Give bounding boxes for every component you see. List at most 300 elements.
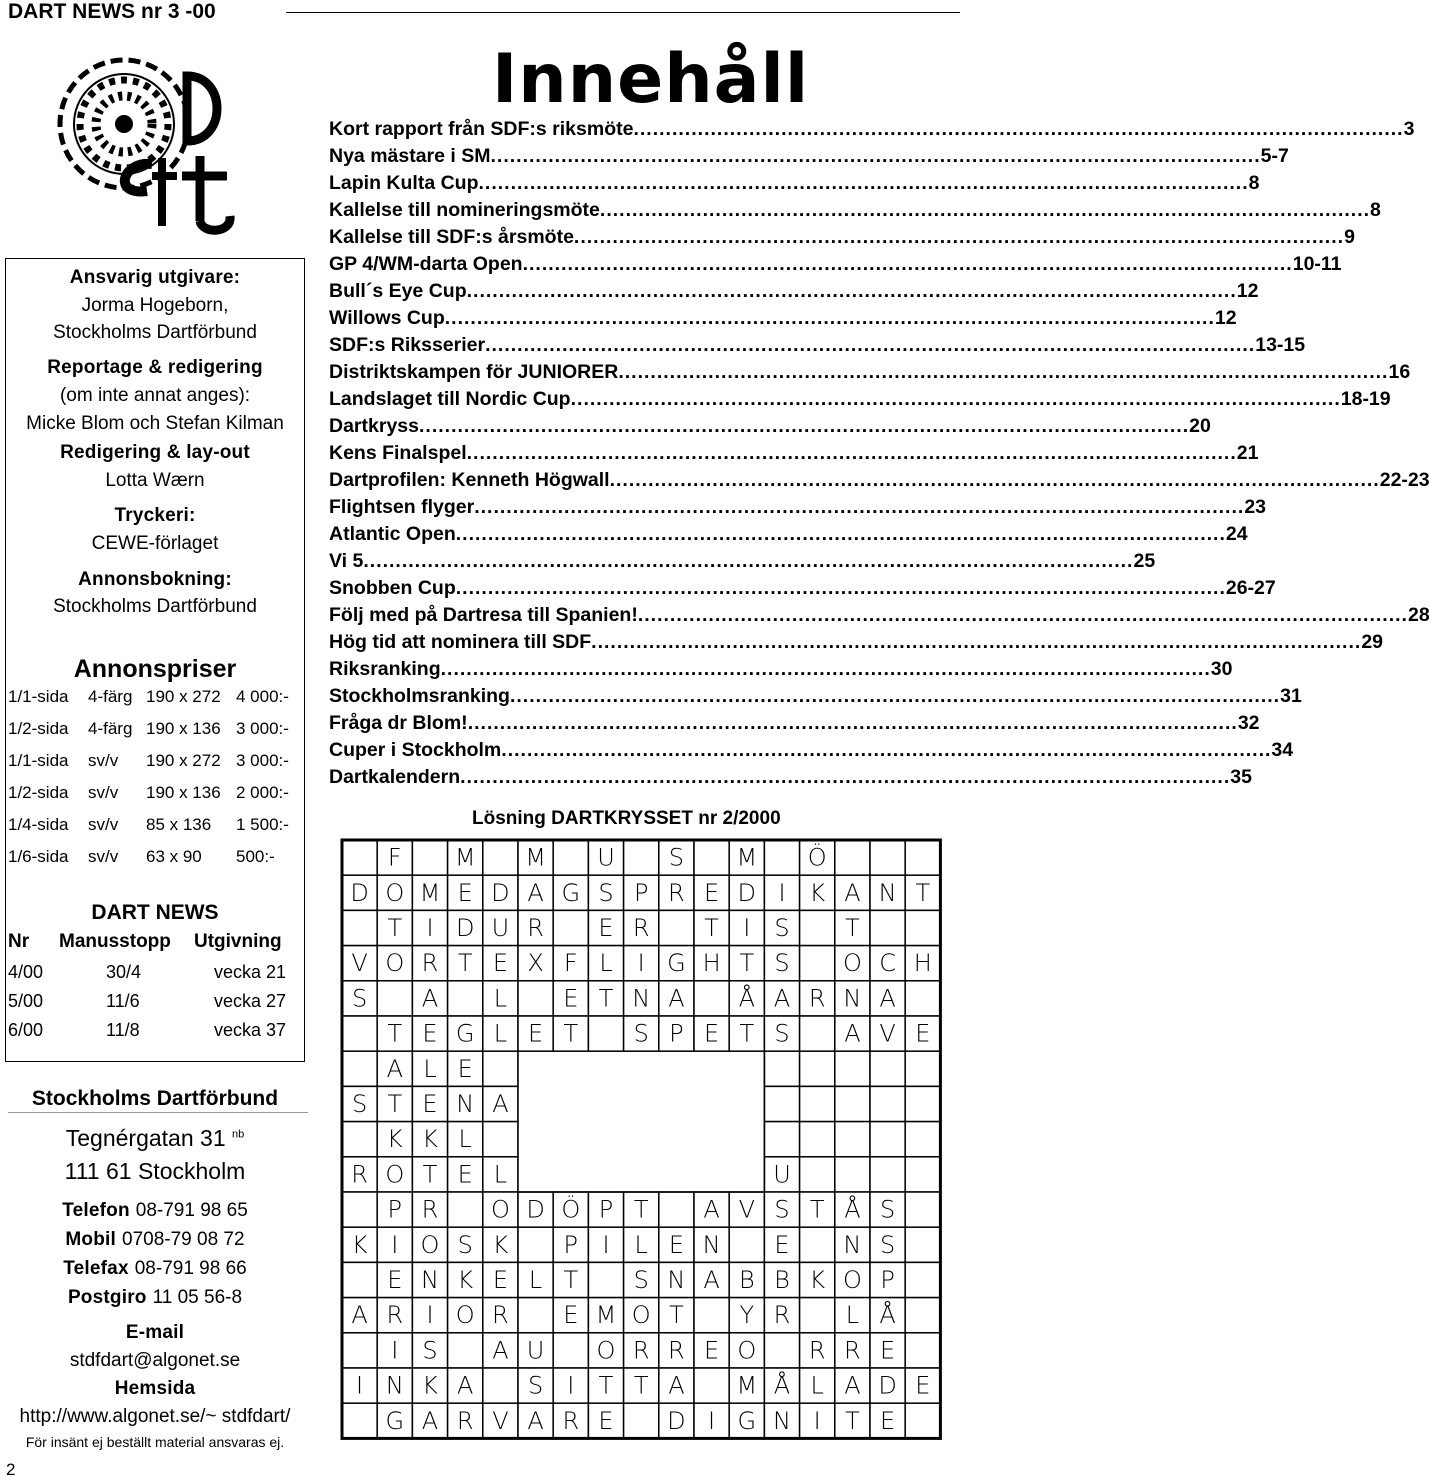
schedule-cell: 4/00 bbox=[8, 962, 44, 982]
crossword-letter: O bbox=[842, 1266, 862, 1294]
crossword-letter: E bbox=[880, 1406, 896, 1435]
crossword-cell bbox=[624, 1157, 659, 1192]
toc-item-title: Dartkalendern bbox=[329, 766, 461, 788]
toc-item-title: Dartprofilen: Kenneth Högwall bbox=[329, 469, 610, 491]
crossword-letter: D bbox=[526, 1195, 545, 1224]
crossword-cell bbox=[588, 1051, 623, 1086]
crossword-cell bbox=[905, 981, 940, 1016]
crossword-letter: A bbox=[668, 1371, 685, 1400]
price-cell: 190 x 136 bbox=[146, 719, 221, 738]
crossword-letter: E bbox=[422, 1019, 438, 1048]
crossword-letter: N bbox=[878, 878, 897, 907]
crossword-cell bbox=[905, 1262, 940, 1297]
toc-leader-dots: ........................................................................................................................ bbox=[455, 577, 1226, 599]
crossword-letter: E bbox=[457, 1054, 473, 1083]
price-cell: 190 x 272 bbox=[146, 687, 221, 706]
crossword-letter: I bbox=[708, 1406, 716, 1435]
crossword-letter: T bbox=[563, 1019, 579, 1048]
crossword-letter: K bbox=[809, 1266, 826, 1294]
toc-item bbox=[329, 577, 1276, 604]
crossword-cell bbox=[905, 1157, 940, 1192]
crossword-letter: A bbox=[773, 984, 791, 1013]
toc-item-page: 25 bbox=[1133, 550, 1156, 572]
header-title: DART NEWS nr 3 -00 bbox=[8, 0, 216, 23]
crossword-cell bbox=[553, 910, 588, 945]
crossword-letter: R bbox=[632, 1336, 650, 1365]
crossword-letter: E bbox=[704, 878, 720, 907]
contact-street bbox=[0, 1125, 310, 1152]
crossword-letter: S bbox=[774, 914, 790, 942]
crossword-letter: R bbox=[456, 1406, 474, 1435]
crossword-letter: U bbox=[597, 843, 615, 872]
crossword-cell bbox=[729, 1086, 764, 1121]
crossword-letter: S bbox=[668, 843, 685, 872]
crossword-letter: S bbox=[774, 1019, 790, 1048]
schedule-cell: 11/6 bbox=[106, 991, 140, 1011]
toc-item-title: GP 4/WM-darta Open bbox=[329, 253, 523, 275]
crossword-letter: T bbox=[387, 914, 403, 942]
crossword-letter: A bbox=[844, 1019, 861, 1048]
crossword-cell bbox=[870, 840, 905, 875]
crossword-cell bbox=[412, 840, 447, 875]
toc-item-title: Riksranking bbox=[329, 658, 441, 680]
contact-line-value: 0708-79 08 72 bbox=[122, 1229, 245, 1250]
crossword-letter: L bbox=[493, 984, 508, 1013]
crossword-cell bbox=[694, 1122, 729, 1157]
crossword-cell bbox=[800, 946, 835, 981]
toc-item-title: Lapin Kulta Cup bbox=[329, 172, 479, 194]
crossword-cell bbox=[518, 1086, 553, 1121]
price-cell: sv/v bbox=[88, 751, 119, 770]
toc-item bbox=[329, 307, 1237, 334]
crossword-letter: T bbox=[809, 1195, 825, 1224]
crossword-letter: O bbox=[385, 878, 405, 907]
toc-item-title: Snobben Cup bbox=[329, 577, 456, 599]
price-cell: 63 x 90 bbox=[146, 847, 202, 866]
toc-item bbox=[329, 496, 1267, 523]
toc-leader-dots: ........................................................................................................................ bbox=[418, 415, 1190, 437]
crossword-cell bbox=[870, 1122, 905, 1157]
toc-item-title: Vi 5 bbox=[329, 550, 364, 572]
crossword-letter: G bbox=[455, 1019, 475, 1048]
schedule-cell: vecka 27 bbox=[214, 991, 287, 1011]
contact-line bbox=[0, 1200, 310, 1222]
crossword-letter: R bbox=[421, 949, 439, 978]
toc-item-page: 35 bbox=[1230, 766, 1252, 788]
price-row bbox=[6, 815, 304, 841]
toc-leader-dots: ........................................................................................................................ bbox=[501, 739, 1272, 761]
crossword-letter: Å bbox=[738, 984, 756, 1013]
publisher-name: Jorma Hogeborn, bbox=[81, 295, 229, 316]
toc-item-page: 8 bbox=[1248, 172, 1260, 194]
crossword-letter: T bbox=[845, 1406, 860, 1435]
toc-item-page: 31 bbox=[1280, 685, 1302, 707]
crossword-letter: M bbox=[419, 878, 441, 907]
crossword-letter: T bbox=[422, 1160, 438, 1189]
crossword-letter: I bbox=[602, 1230, 610, 1259]
toc-item-title: Landslaget till Nordic Cup bbox=[329, 388, 571, 410]
contact-line bbox=[0, 1258, 310, 1280]
crossword-letter: Å bbox=[879, 1301, 896, 1330]
crossword-cell bbox=[624, 1403, 659, 1438]
crossword-cell bbox=[518, 1227, 553, 1262]
contact-title: Stockholms Dartförbund bbox=[31, 1087, 279, 1110]
crossword-letter: L bbox=[458, 1125, 472, 1154]
crossword-letter: V bbox=[351, 949, 368, 978]
crossword-cell bbox=[342, 840, 377, 875]
ad-booking-label: Annonsbokning: bbox=[78, 569, 232, 590]
crossword-letter: S bbox=[598, 878, 614, 907]
crossword-letter: T bbox=[387, 1090, 403, 1118]
crossword-cell bbox=[905, 1298, 940, 1333]
price-cell: 2 000:- bbox=[236, 783, 289, 802]
crossword-letter: E bbox=[457, 878, 473, 907]
price-cell: 1/1-sida bbox=[8, 751, 69, 770]
crossword-cell bbox=[835, 1157, 870, 1192]
crossword-cell bbox=[905, 1051, 940, 1086]
crossword-letter: T bbox=[633, 1195, 649, 1224]
crossword-cell bbox=[518, 1051, 553, 1086]
crossword-cell bbox=[588, 1262, 623, 1297]
crossword-letter: I bbox=[778, 878, 786, 907]
toc-item bbox=[329, 604, 1430, 631]
ad-booking-name: Stockholms Dartförbund bbox=[53, 596, 257, 617]
crossword-letter: Å bbox=[773, 1371, 791, 1400]
crossword-letter: O bbox=[631, 1301, 651, 1330]
price-cell: 500:- bbox=[236, 847, 275, 866]
crossword-letter: E bbox=[704, 1336, 720, 1365]
toc-leader-dots: ........................................................................................................................ bbox=[591, 631, 1362, 653]
schedule-cell: 11/8 bbox=[106, 1020, 140, 1040]
price-cell: 1/6-sida bbox=[8, 847, 69, 866]
toc-item bbox=[329, 442, 1259, 469]
toc-item-page: 10-11 bbox=[1292, 253, 1342, 275]
toc-item bbox=[329, 631, 1384, 658]
toc-item-page: 26-27 bbox=[1225, 577, 1276, 599]
toc-item bbox=[329, 523, 1248, 550]
crossword-cell bbox=[553, 1051, 588, 1086]
toc-item-title: Atlantic Open bbox=[329, 523, 456, 545]
price-cell: sv/v bbox=[88, 783, 119, 802]
contact-line bbox=[0, 1229, 310, 1251]
crossword-cell bbox=[800, 1051, 835, 1086]
crossword-cell bbox=[764, 1333, 799, 1368]
reportage-names: Micke Blom och Stefan Kilman bbox=[26, 413, 284, 434]
crossword-cell bbox=[342, 910, 377, 945]
crossword-cell bbox=[342, 1333, 377, 1368]
crossword-letter: B bbox=[738, 1266, 755, 1294]
crossword-letter: T bbox=[563, 1266, 579, 1294]
crossword-letter: K bbox=[809, 878, 826, 907]
price-cell: 1 500:- bbox=[236, 815, 289, 834]
crossword-cell bbox=[342, 1122, 377, 1157]
crossword-letter: C bbox=[879, 949, 896, 978]
crossword-cell bbox=[659, 910, 694, 945]
toc-item-page: 29 bbox=[1361, 631, 1384, 653]
schedule-title: DART NEWS bbox=[91, 901, 219, 924]
crossword-cell bbox=[905, 1086, 940, 1121]
crossword-letter: R bbox=[421, 1195, 439, 1224]
crossword-cell bbox=[694, 1298, 729, 1333]
crossword-letter: E bbox=[457, 1160, 473, 1189]
crossword-letter: N bbox=[632, 984, 651, 1013]
crossword-cell bbox=[448, 1333, 483, 1368]
toc-item-page: 9 bbox=[1344, 226, 1355, 248]
crossword-cell bbox=[800, 910, 835, 945]
crossword-letter: U bbox=[526, 1336, 545, 1365]
crossword-letter: S bbox=[774, 949, 790, 978]
crossword-letter: T bbox=[669, 1301, 684, 1330]
crossword-letter: M bbox=[595, 1301, 617, 1330]
publisher-label: Ansvarig utgivare: bbox=[69, 267, 241, 288]
price-cell: 85 x 136 bbox=[146, 815, 212, 834]
toc-item-title: Kort rapport från SDF:s riksmöte bbox=[329, 118, 634, 140]
crossword-letter: P bbox=[387, 1195, 403, 1224]
crossword-grid bbox=[340, 838, 942, 1440]
email-value[interactable]: stdfdart@algonet.se bbox=[69, 1350, 241, 1371]
crossword-letter: K bbox=[386, 1125, 403, 1154]
price-cell: 1/4-sida bbox=[8, 815, 69, 834]
contact-line-label: Telefon bbox=[62, 1200, 130, 1221]
crossword-letter: S bbox=[422, 1336, 438, 1365]
toc-item bbox=[329, 766, 1252, 793]
toc-item-title: Flightsen flyger bbox=[329, 496, 475, 518]
crossword-letter: L bbox=[493, 1160, 508, 1189]
toc-leader-dots: ........................................................................................................................ bbox=[573, 226, 1345, 248]
crossword-cell bbox=[729, 1157, 764, 1192]
crossword-letter: H bbox=[702, 949, 721, 978]
toc-item-page: 12 bbox=[1214, 307, 1237, 329]
crossword-cell bbox=[342, 1262, 377, 1297]
toc-leader-dots: ........................................................................................................................ bbox=[633, 118, 1404, 140]
crossword-letter: N bbox=[667, 1266, 686, 1294]
crossword-letter: S bbox=[527, 1371, 544, 1400]
crossword-letter: L bbox=[423, 1054, 437, 1083]
crossword-cell bbox=[483, 840, 518, 875]
crossword-letter: V bbox=[879, 1019, 896, 1048]
crossword-cell bbox=[448, 1192, 483, 1227]
crossword-letter: B bbox=[774, 1266, 790, 1294]
crossword-cell bbox=[835, 840, 870, 875]
crossword-letter: I bbox=[637, 949, 645, 978]
crossword-letter: T bbox=[598, 1371, 614, 1400]
crossword-letter: G bbox=[737, 1406, 757, 1435]
crossword-letter: N bbox=[456, 1090, 475, 1118]
crossword-cell bbox=[764, 1051, 799, 1086]
crossword-cell bbox=[694, 1368, 729, 1403]
crossword-letter: P bbox=[563, 1230, 579, 1259]
crossword-letter: I bbox=[426, 914, 434, 942]
crossword-letter: X bbox=[527, 949, 544, 978]
crossword-cell bbox=[553, 1086, 588, 1121]
toc-item-title: Hög tid att nominera till SDF bbox=[329, 631, 592, 653]
crossword-letter: N bbox=[843, 984, 862, 1013]
crossword-cell bbox=[588, 1157, 623, 1192]
crossword-letter: E bbox=[528, 1019, 544, 1048]
crossword-letter: E bbox=[774, 1230, 790, 1259]
crossword-letter: O bbox=[490, 1195, 510, 1224]
contact-line-label: Telefax bbox=[63, 1258, 129, 1279]
crossword-letter: S bbox=[351, 984, 368, 1013]
toc-item-page: 24 bbox=[1225, 523, 1248, 545]
toc-item-page: 21 bbox=[1236, 442, 1259, 464]
crossword-letter: E bbox=[598, 1406, 614, 1435]
toc-item-title: Stockholmsranking bbox=[329, 685, 510, 707]
web-value[interactable]: http://www.algonet.se/~ stdfdart/ bbox=[19, 1406, 291, 1427]
crossword-letter: K bbox=[492, 1230, 509, 1259]
toc-leader-dots: ........................................................................................................................ bbox=[466, 442, 1237, 464]
toc-item-page: 32 bbox=[1237, 712, 1260, 734]
toc-item bbox=[329, 172, 1260, 199]
crossword-cell bbox=[800, 1227, 835, 1262]
crossword-cell bbox=[588, 1086, 623, 1121]
price-cell: 4 000:- bbox=[236, 687, 289, 706]
crossword-letter: V bbox=[738, 1195, 756, 1224]
toc-item bbox=[329, 253, 1342, 280]
schedule-cell: 6/00 bbox=[8, 1020, 44, 1040]
crossword-letter: I bbox=[743, 914, 751, 942]
crossword-cell bbox=[905, 1227, 940, 1262]
toc-item-title: SDF:s Riksserier bbox=[329, 334, 486, 356]
crossword-letter: R bbox=[351, 1160, 368, 1189]
contact-city: 111 61 Stockholm bbox=[64, 1158, 246, 1184]
toc-item-page: 13-15 bbox=[1255, 334, 1306, 356]
crossword-letter: L bbox=[810, 1371, 824, 1400]
web-label: Hemsida bbox=[114, 1378, 196, 1399]
crossword-letter: A bbox=[421, 984, 439, 1013]
toc-leader-dots: ........................................................................................................................ bbox=[440, 658, 1211, 680]
crossword-letter: S bbox=[351, 1090, 368, 1118]
price-row bbox=[6, 783, 304, 809]
toc-item-title: Distriktskampen för JUNIORER bbox=[329, 361, 619, 383]
crossword-cell bbox=[835, 1086, 870, 1121]
printer-name: CEWE-förlaget bbox=[91, 533, 219, 554]
toc-list bbox=[329, 118, 1430, 793]
toc-item bbox=[329, 550, 1156, 577]
crossword-cell bbox=[694, 1051, 729, 1086]
crossword-letter: O bbox=[385, 1160, 405, 1189]
crossword-cell bbox=[553, 1122, 588, 1157]
crossword-letter: Å bbox=[844, 1195, 861, 1224]
toc-item bbox=[329, 361, 1411, 388]
crossword-letter: I bbox=[426, 1301, 434, 1330]
contact-line-value: 08-791 98 66 bbox=[134, 1258, 247, 1279]
crossword-letter: L bbox=[845, 1301, 860, 1330]
crossword-letter: I bbox=[391, 1230, 399, 1259]
crossword-letter: I bbox=[356, 1371, 364, 1400]
crossword-cell bbox=[553, 1157, 588, 1192]
crossword-letter: A bbox=[668, 984, 685, 1013]
crossword-cell bbox=[800, 1157, 835, 1192]
crossword-letter: E bbox=[492, 1266, 508, 1294]
crossword-cell bbox=[835, 1051, 870, 1086]
toc-leader-dots: ........................................................................................................................ bbox=[570, 388, 1341, 410]
crossword-cell bbox=[870, 1086, 905, 1121]
crossword-letter: D bbox=[737, 878, 757, 907]
crossword-letter: P bbox=[633, 878, 649, 907]
crossword-letter: T bbox=[598, 984, 614, 1013]
toc-item bbox=[329, 118, 1415, 145]
crossword-cell bbox=[764, 840, 799, 875]
crossword-cell bbox=[518, 1157, 553, 1192]
crossword-letter: O bbox=[842, 949, 862, 978]
crossword-letter: T bbox=[704, 914, 719, 942]
crossword-letter: L bbox=[599, 949, 613, 978]
crossword-letter: M bbox=[454, 843, 476, 872]
toc-leader-dots: ........................................................................................................................ bbox=[444, 307, 1215, 329]
toc-item-title: Kallelse till nomineringsmöte bbox=[329, 199, 600, 221]
crossword-cell bbox=[588, 1016, 623, 1051]
crossword-letter: E bbox=[704, 1019, 720, 1048]
crossword-letter: A bbox=[527, 1406, 544, 1435]
contact-line-value: 11 05 56-8 bbox=[152, 1287, 243, 1308]
schedule-header-nr: Nr bbox=[8, 931, 30, 952]
crossword-letter: E bbox=[387, 1266, 403, 1294]
crossword-letter: K bbox=[422, 1125, 438, 1154]
crossword-cell bbox=[694, 1157, 729, 1192]
toc-item bbox=[329, 658, 1233, 685]
crossword-letter: D bbox=[667, 1406, 686, 1435]
contact-street-text: Tegnérgatan 31 bbox=[65, 1125, 226, 1151]
crossword-cell bbox=[483, 1122, 518, 1157]
crossword-letter: R bbox=[386, 1301, 404, 1330]
toc-item-title: Fråga dr Blom! bbox=[329, 712, 468, 734]
crossword-letter: V bbox=[492, 1406, 509, 1435]
toc-item-page: 18-19 bbox=[1340, 388, 1391, 410]
crossword-cell bbox=[518, 981, 553, 1016]
page-number: 2 bbox=[6, 1460, 16, 1479]
crossword-letter: R bbox=[773, 1301, 791, 1330]
crossword-letter: O bbox=[737, 1336, 757, 1365]
crossword-letter: A bbox=[703, 1195, 720, 1224]
crossword-cell bbox=[659, 1157, 694, 1192]
crossword-letter: S bbox=[879, 1230, 896, 1259]
crossword-title: Lösning DARTKRYSSET nr 2/2000 bbox=[472, 808, 781, 829]
price-cell: 190 x 272 bbox=[146, 751, 221, 770]
toc-leader-dots: ........................................................................................................................ bbox=[460, 766, 1231, 788]
publisher-org: Stockholms Dartförbund bbox=[53, 322, 257, 343]
price-cell: sv/v bbox=[88, 847, 119, 866]
contact-line bbox=[0, 1287, 310, 1309]
crossword-cell bbox=[870, 1157, 905, 1192]
toc-leader-dots: ........................................................................................................................ bbox=[599, 199, 1371, 221]
layout-name: Lotta Wærn bbox=[105, 470, 205, 491]
crossword-letter: Ö bbox=[807, 843, 827, 872]
schedule-header-manus: Manusstopp bbox=[59, 931, 171, 952]
crossword-letter: E bbox=[422, 1090, 438, 1118]
crossword-letter: A bbox=[492, 1336, 509, 1365]
crossword-letter: R bbox=[527, 914, 544, 942]
crossword-cell bbox=[764, 1122, 799, 1157]
toc-item-page: 5-7 bbox=[1260, 145, 1289, 167]
crossword-cell bbox=[905, 1333, 940, 1368]
crossword-cell bbox=[835, 1122, 870, 1157]
crossword-letter: T bbox=[845, 914, 860, 942]
crossword-cell bbox=[483, 1051, 518, 1086]
crossword-cell bbox=[870, 910, 905, 945]
crossword-letter: E bbox=[668, 1230, 684, 1259]
crossword-letter: M bbox=[736, 1371, 758, 1400]
crossword-letter: A bbox=[456, 1371, 474, 1400]
crossword-letter: R bbox=[808, 984, 826, 1013]
reportage-label: Reportage & redigering bbox=[47, 357, 263, 378]
toc-leader-dots: ........................................................................................................................ bbox=[509, 685, 1281, 707]
crossword-cell bbox=[624, 1051, 659, 1086]
toc-item-title: Kallelse till SDF:s årsmöte bbox=[329, 226, 574, 248]
toc-item-title: Kens Finalspel bbox=[329, 442, 467, 464]
crossword-letter: N bbox=[773, 1406, 791, 1435]
crossword-letter: H bbox=[913, 949, 932, 978]
